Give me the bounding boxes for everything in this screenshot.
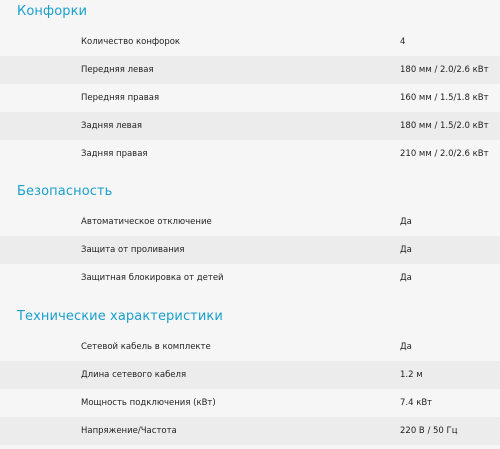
spec-row bbox=[0, 236, 500, 264]
section-title-safety: Безопасность bbox=[17, 184, 113, 199]
spec-value: 7.4 кВт bbox=[400, 398, 433, 408]
spec-value: 210 мм / 2.0/2.6 кВт bbox=[400, 149, 489, 159]
spec-row bbox=[0, 140, 500, 168]
spec-value: Да bbox=[400, 217, 412, 227]
spec-label: Передняя левая bbox=[81, 65, 154, 75]
spec-label: Длина сетевого кабеля bbox=[81, 370, 187, 380]
spec-value: 1.2 м bbox=[400, 370, 423, 380]
spec-label: Количество конфорок bbox=[81, 37, 181, 47]
spec-row bbox=[0, 208, 500, 236]
spec-row bbox=[0, 361, 500, 389]
spec-label: Передняя правая bbox=[81, 93, 160, 103]
spec-value: 180 мм / 1.5/2.0 кВт bbox=[400, 121, 489, 131]
spec-row bbox=[0, 28, 500, 56]
spec-value: Да bbox=[400, 273, 412, 283]
spec-label: Защитная блокировка от детей bbox=[81, 273, 224, 283]
section-title-technical: Технические характеристики bbox=[17, 309, 223, 324]
spec-value: 4 bbox=[400, 37, 406, 47]
spec-value: 220 В / 50 Гц bbox=[400, 426, 458, 436]
spec-label: Защита от проливания bbox=[81, 245, 185, 255]
spec-row bbox=[0, 84, 500, 112]
spec-row bbox=[0, 417, 500, 445]
spec-value: 180 мм / 2.0/2.6 кВт bbox=[400, 65, 489, 75]
spec-row bbox=[0, 389, 500, 417]
spec-row bbox=[0, 112, 500, 140]
spec-value: Да bbox=[400, 245, 412, 255]
spec-row bbox=[0, 264, 500, 292]
spec-label: Задняя левая bbox=[81, 121, 143, 131]
spec-row bbox=[0, 333, 500, 361]
section-title-burners: Конфорки bbox=[17, 4, 88, 19]
spec-label: Задняя правая bbox=[81, 149, 148, 159]
spec-label: Автоматическое отключение bbox=[81, 217, 212, 227]
spec-label: Напряжение/Частота bbox=[81, 426, 177, 436]
spec-row bbox=[0, 56, 500, 84]
spec-label: Сетевой кабель в комплекте bbox=[81, 342, 211, 352]
spec-value: 160 мм / 1.5/1.8 кВт bbox=[400, 93, 489, 103]
spec-value: Да bbox=[400, 342, 412, 352]
spec-label: Мощность подключения (кВт) bbox=[81, 398, 216, 408]
